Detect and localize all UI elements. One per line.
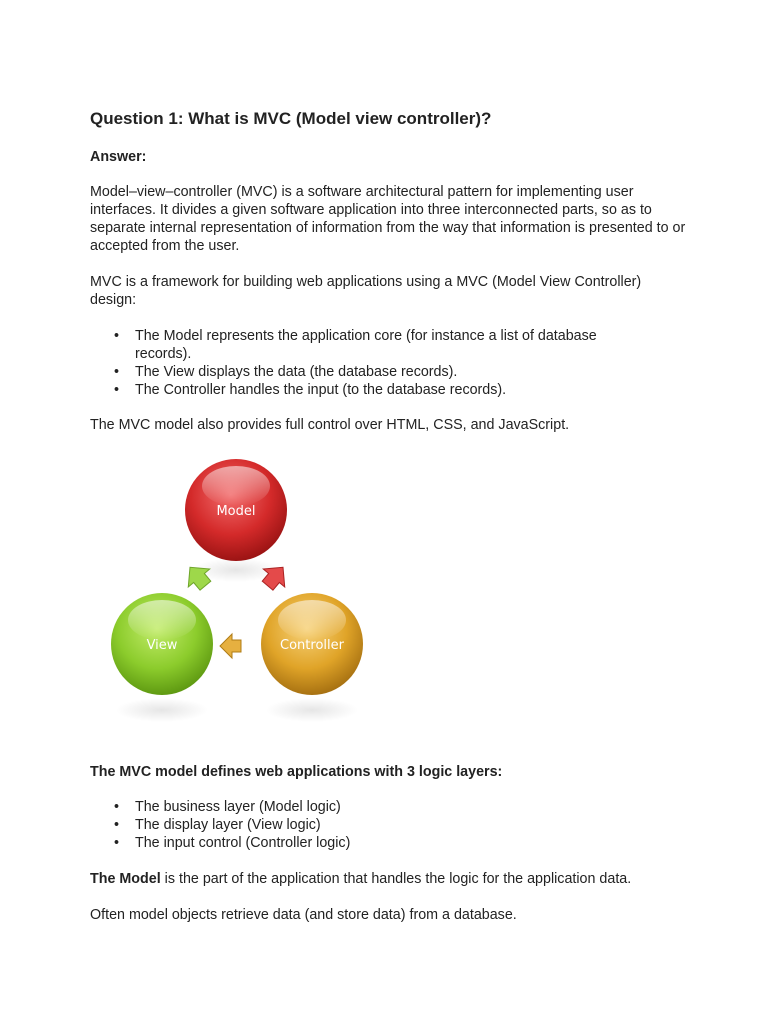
model-node <box>185 459 287 561</box>
document-page <box>90 0 690 1024</box>
question-title: Question 1: What is MVC (Model view controller)? <box>90 109 492 128</box>
view-reflection <box>116 698 208 722</box>
paragraph-full-control: The MVC model also provides full control over HTML, CSS, and JavaScript. <box>90 417 570 433</box>
mvc-components-list <box>90 327 690 399</box>
controller-node <box>261 593 363 695</box>
view-label: View <box>146 638 178 653</box>
list-item: • The Model represents the application core (for instance a list of database records). <box>90 327 635 363</box>
controller-label: Controller <box>280 638 344 653</box>
paragraph-mvc-framework: MVC is a framework for building web applications using a MVC (Model View Controller) design: <box>90 274 642 308</box>
controller-to-view-arrow <box>220 634 241 658</box>
layers-heading: The MVC model defines web applications with 3 logic layers: <box>90 764 503 780</box>
paragraph-model-description <box>90 870 690 888</box>
paragraph-model-database: Often model objects retrieve data (and store data) from a database. <box>90 907 517 923</box>
view-node <box>111 593 213 695</box>
list-item: • The input control (Controller logic) <box>90 834 635 852</box>
model-term: The Model <box>90 871 161 887</box>
model-description: is the part of the application that handles the logic for the application data. <box>160 871 632 887</box>
list-item: • The business layer (Model logic) <box>90 798 635 816</box>
list-item: • The Controller handles the input (to the database records). <box>90 381 635 399</box>
list-item: • The View displays the data (the database records). <box>90 363 635 381</box>
paragraph-mvc-definition: Model–view–controller (MVC) is a software architectural pattern for implementing user interfaces. It divides a given software application into three interconnected parts, so as to separate internal representation of information from the way that information is presented to or accepted from the user. <box>90 184 686 254</box>
controller-reflection <box>266 698 358 722</box>
mvc-diagram <box>106 452 386 737</box>
answer-label: Answer: <box>90 149 147 165</box>
list-item: • The display layer (View logic) <box>90 816 635 834</box>
logic-layers-list <box>90 798 690 852</box>
model-label: Model <box>216 504 256 519</box>
